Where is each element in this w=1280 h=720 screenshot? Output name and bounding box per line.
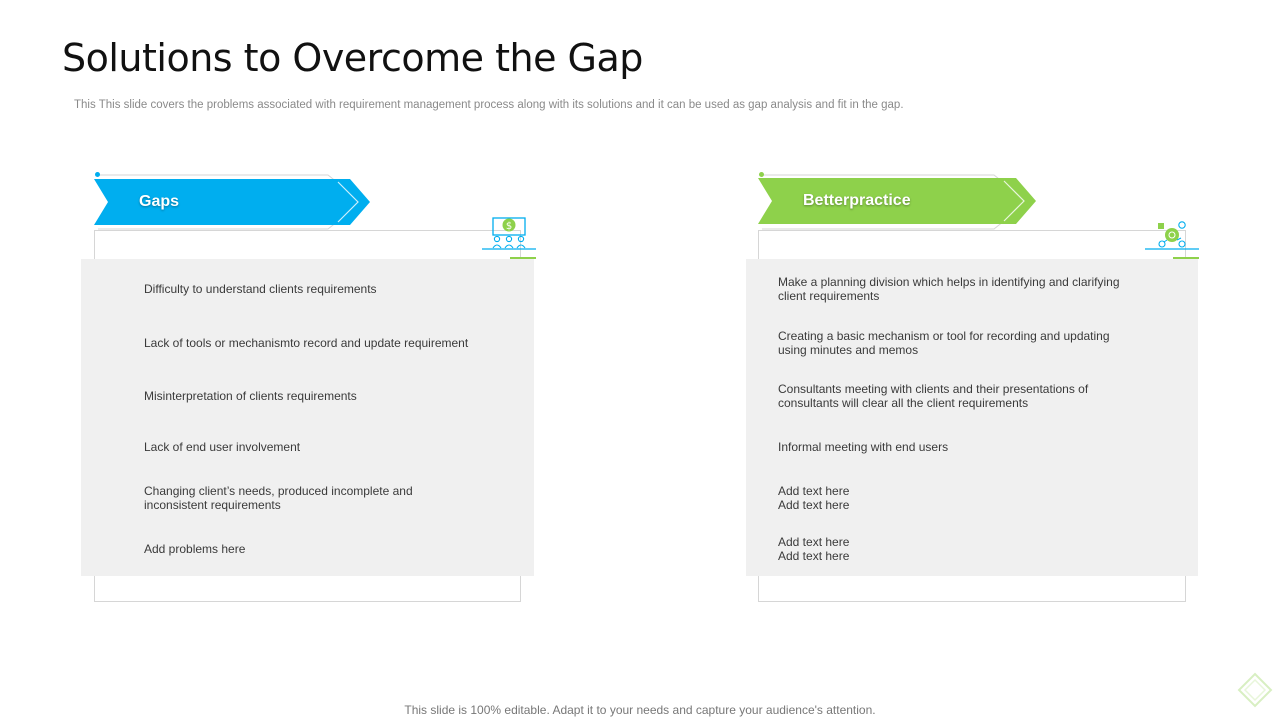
diamond-logo-icon [1237,672,1273,708]
practice-item: Make a planning division which helps in identifying and clarifying client requirements [778,275,1120,303]
practice-item: Consultants meeting with clients and their presentations of consultants will clear all the client requirements [778,382,1089,410]
gaps-banner [92,172,374,232]
gaps-item: Misinterpretation of clients requirements [144,389,357,403]
brain-gears-icon [1143,214,1201,262]
practice-card [746,259,1198,576]
svg-text:$: $ [505,221,513,232]
gaps-item: Add problems here [144,542,246,556]
gaps-item: Lack of end user involvement [144,440,301,454]
page-title: Solutions to Overcome the Gap [62,36,643,80]
page-subtitle: This This slide covers the problems associated with requirement management process along with its solutions and it can be used as gap analysis and fit in the gap. [74,99,904,111]
gaps-dot [95,172,100,177]
gaps-card [81,259,534,576]
practice-item: Creating a basic mechanism or tool for recording and updating using minutes and memos [778,329,1110,357]
practice-item: Add text here Add text here [778,484,850,512]
gaps-item: Changing client’s needs, produced incomplete and inconsistent requirements [144,484,413,512]
practice-item: Add text here Add text here [778,535,850,563]
money-team-icon [480,214,538,262]
footer-note: This slide is 100% editable. Adapt it to your needs and capture your audience's attention. [404,703,876,717]
gaps-item: Difficulty to understand clients requirements [144,282,377,296]
practice-item: Informal meeting with end users [778,440,949,454]
practice-dot [759,172,764,177]
practice-banner-label: Betterpractice [803,192,911,209]
gaps-item: Lack of tools or mechanismto record and update requirement [144,336,469,350]
gaps-banner-label: Gaps [139,193,180,210]
